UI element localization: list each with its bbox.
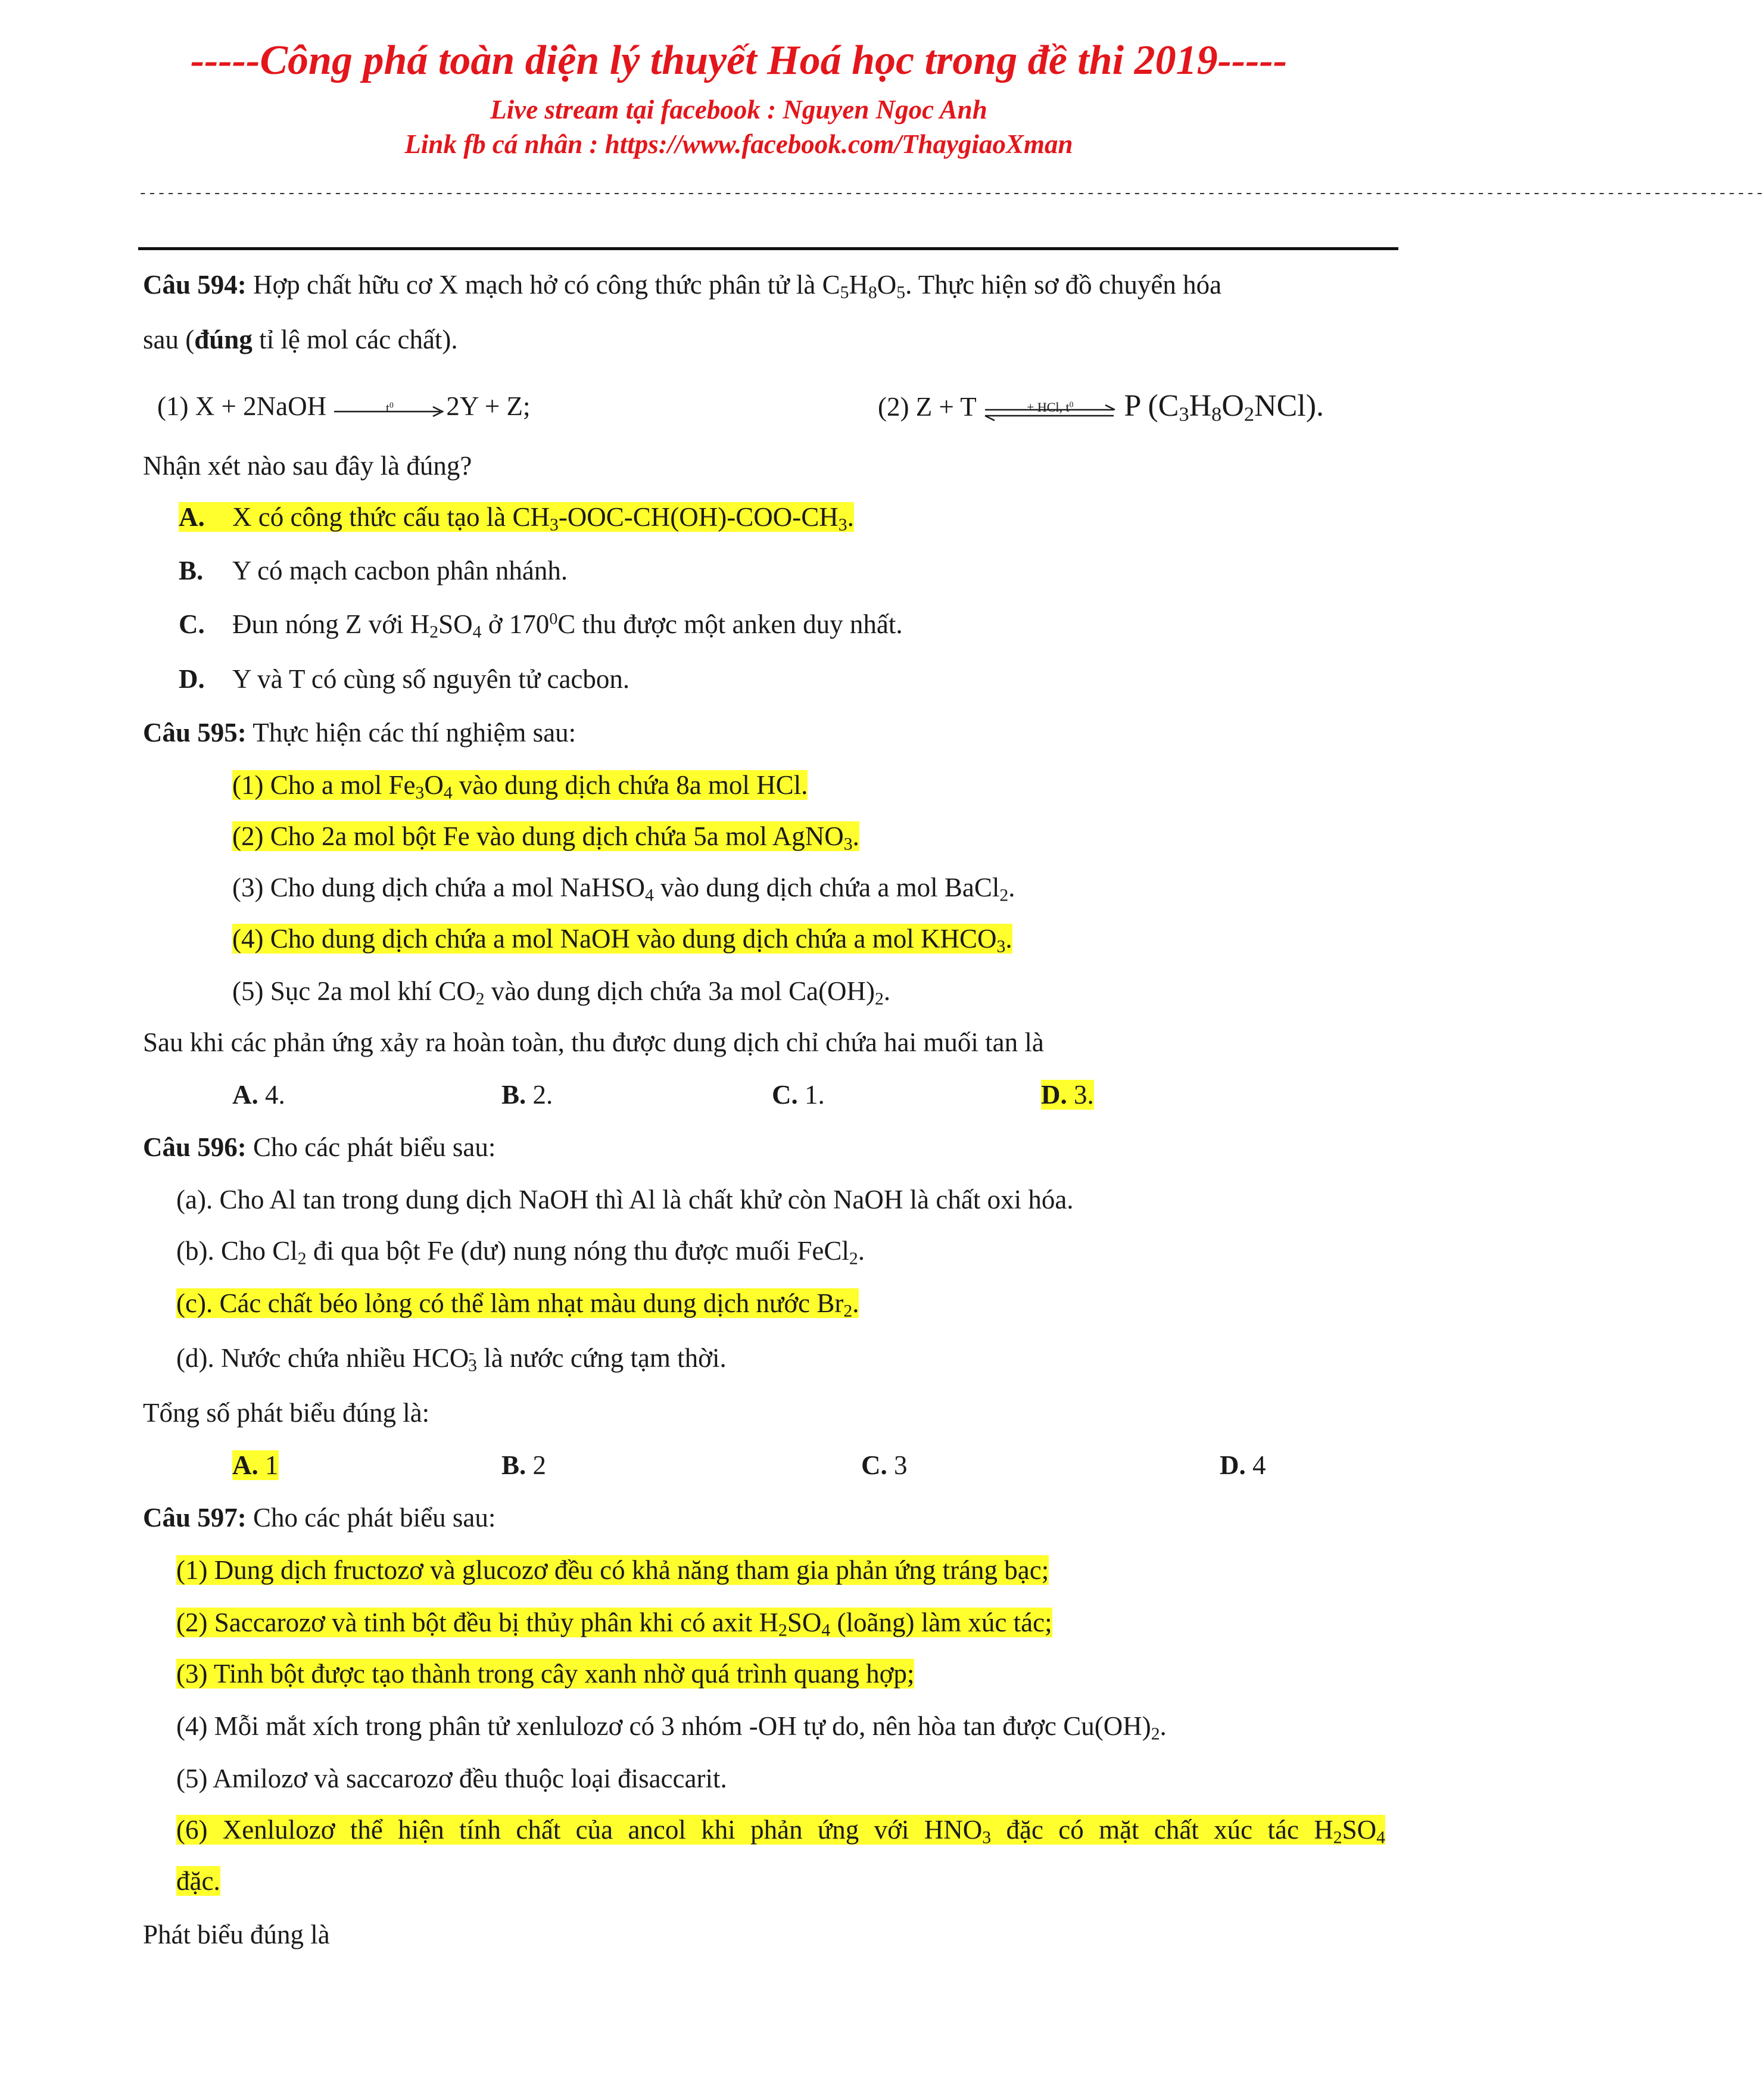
q596-option-b[interactable]: B. 2 bbox=[501, 1450, 547, 1480]
q596-statement-b: (b). Cho $Cl_2$ đi qua bột Fe (dư) nung nóng thu được muối FeCl$_2$. bbox=[176, 1236, 865, 1269]
q594-option-c[interactable]: C. Đun nóng Z với $H_2SO_4$ ở $170^0C$ thu được một anken duy nhất. bbox=[179, 609, 903, 642]
q594-stem-line2: sau (đúng tỉ lệ mol các chất). bbox=[143, 325, 458, 354]
q595-experiment-5: (5) Sục 2a mol khí $CO_2$ vào dung dịch chứa 3a mol $Ca(OH)_2$. bbox=[232, 976, 891, 1009]
q597-statement-4: (4) Mỗi mắt xích trong phân tử xenlulozơ có 3 nhóm -OH tự do, nên hòa tan được $Cu(OH)_2$. bbox=[176, 1711, 1167, 1744]
q594-equation-2: (2) Z + T + HCl, $t^0$ P $(C_3H_8O_2NCl)$. bbox=[878, 389, 1324, 426]
q596-prompt: Tổng số phát biểu đúng là: bbox=[143, 1398, 430, 1428]
reversible-arrow-icon: + HCl, $t^0$ bbox=[983, 397, 1117, 423]
q595-option-b[interactable]: B. 2. bbox=[501, 1080, 553, 1110]
horizontal-rule bbox=[138, 247, 1398, 250]
q597-statement-6-cont: đặc. bbox=[176, 1866, 220, 1896]
q595-option-d[interactable]: D. 3. bbox=[1041, 1080, 1094, 1110]
q596-option-a[interactable]: A. 1 bbox=[232, 1450, 279, 1480]
q597-statement-3: (3) Tinh bột được tạo thành trong cây xanh nhờ quá trình quang hợp; bbox=[176, 1659, 915, 1689]
q595-label: Câu 595: bbox=[143, 718, 247, 747]
q596-option-c[interactable]: C. 3 bbox=[861, 1450, 908, 1480]
q597-label: Câu 597: bbox=[143, 1503, 247, 1533]
q597-statement-5: (5) Amilozơ và saccarozơ đều thuộc loại đisaccarit. bbox=[176, 1764, 727, 1793]
q594-label: Câu 594: bbox=[143, 270, 247, 300]
q596-label: Câu 596: bbox=[143, 1132, 247, 1162]
header-link: Link fb cá nhân : https://www.facebook.com/ThaygiaoXman bbox=[404, 129, 1073, 159]
q596-stem: Câu 596: Cho các phát biểu sau: bbox=[143, 1132, 496, 1162]
q594-stem-line1: Câu 594: Hợp chất hữu cơ X mạch hở có công thức phân tử là $C_5H_8O_5$. Thực hiện sơ đồ chuyển hóa bbox=[143, 270, 1222, 303]
q594-option-d[interactable]: D. Y và T có cùng số nguyên tử cacbon. bbox=[179, 664, 630, 694]
q595-experiment-2: (2) Cho 2a mol bột Fe vào dung dịch chứa 5a mol AgNO$_3$. bbox=[232, 821, 859, 854]
q595-experiment-1: (1) Cho a mol $Fe_3O_4$ vào dung dịch chứa 8a mol HCl. bbox=[232, 770, 808, 803]
dash-separator: ------------------------------------------------------------------------------------------------------------------------------------------------------------------------------- bbox=[138, 185, 1764, 203]
q596-statement-a: (a). Cho Al tan trong dung dịch NaOH thì Al là chất khử còn NaOH là chất oxi hóa. bbox=[176, 1185, 1074, 1214]
q597-prompt: Phát biểu đúng là bbox=[143, 1920, 330, 1949]
q595-experiment-3: (3) Cho dung dịch chứa a mol NaHSO$_4$ vào dung dịch chứa a mol BaCl$_2$. bbox=[232, 873, 1015, 905]
q596-statement-d: (d). Nước chứa nhiều $HCO^-_3$ là nước cứng tạm thời. bbox=[176, 1343, 727, 1376]
q597-stem: Câu 597: Cho các phát biểu sau: bbox=[143, 1503, 496, 1533]
q594-equation-1: (1) X + 2NaOH $t^0$ 2Y + Z; bbox=[157, 391, 531, 421]
q595-experiment-4: (4) Cho dung dịch chứa a mol NaOH vào dung dịch chứa a mol $KHCO_3$. bbox=[232, 924, 1012, 957]
q595-prompt: Sau khi các phản ứng xảy ra hoàn toàn, thu được dung dịch chỉ chứa hai muối tan là bbox=[143, 1027, 1044, 1057]
q595-stem: Câu 595: Thực hiện các thí nghiệm sau: bbox=[143, 718, 576, 747]
header-title: -----Công phá toàn diện lý thuyết Hoá học trong đề thi 2019----- bbox=[190, 38, 1288, 83]
q594-option-b[interactable]: B. Y có mạch cacbon phân nhánh. bbox=[179, 556, 568, 585]
q594-option-a[interactable]: A. X có công thức cấu tạo là $CH_3-OOC-CH(OH)-COO-CH_3$. bbox=[179, 502, 854, 535]
q597-statement-2: (2) Saccarozơ và tinh bột đều bị thủy phân khi có axit $H_2SO_4$ (loãng) làm xúc tác; bbox=[176, 1608, 1052, 1640]
q597-statement-1: (1) Dung dịch fructozơ và glucozơ đều có khả năng tham gia phản ứng tráng bạc; bbox=[176, 1555, 1049, 1585]
q597-statement-6: (6) Xenlulozơ thể hiện tính chất của ancol khi phản ứng với $HNO_3$ đặc có mặt chất xúc tác $H_2SO_4$ bbox=[176, 1815, 1385, 1848]
q594-prompt: Nhận xét nào sau đây là đúng? bbox=[143, 451, 472, 481]
q596-statement-c: (c). Các chất béo lỏng có thể làm nhạt màu dung dịch nước $Br_2$. bbox=[176, 1288, 859, 1321]
q595-option-a[interactable]: A. 4. bbox=[232, 1080, 285, 1110]
header-livestream: Live stream tại facebook : Nguyen Ngoc Anh bbox=[490, 95, 987, 124]
q595-option-c[interactable]: C. 1. bbox=[772, 1080, 825, 1110]
reaction-arrow-icon: $t^0$ bbox=[333, 397, 446, 421]
q596-option-d[interactable]: D. 4 bbox=[1220, 1450, 1266, 1480]
